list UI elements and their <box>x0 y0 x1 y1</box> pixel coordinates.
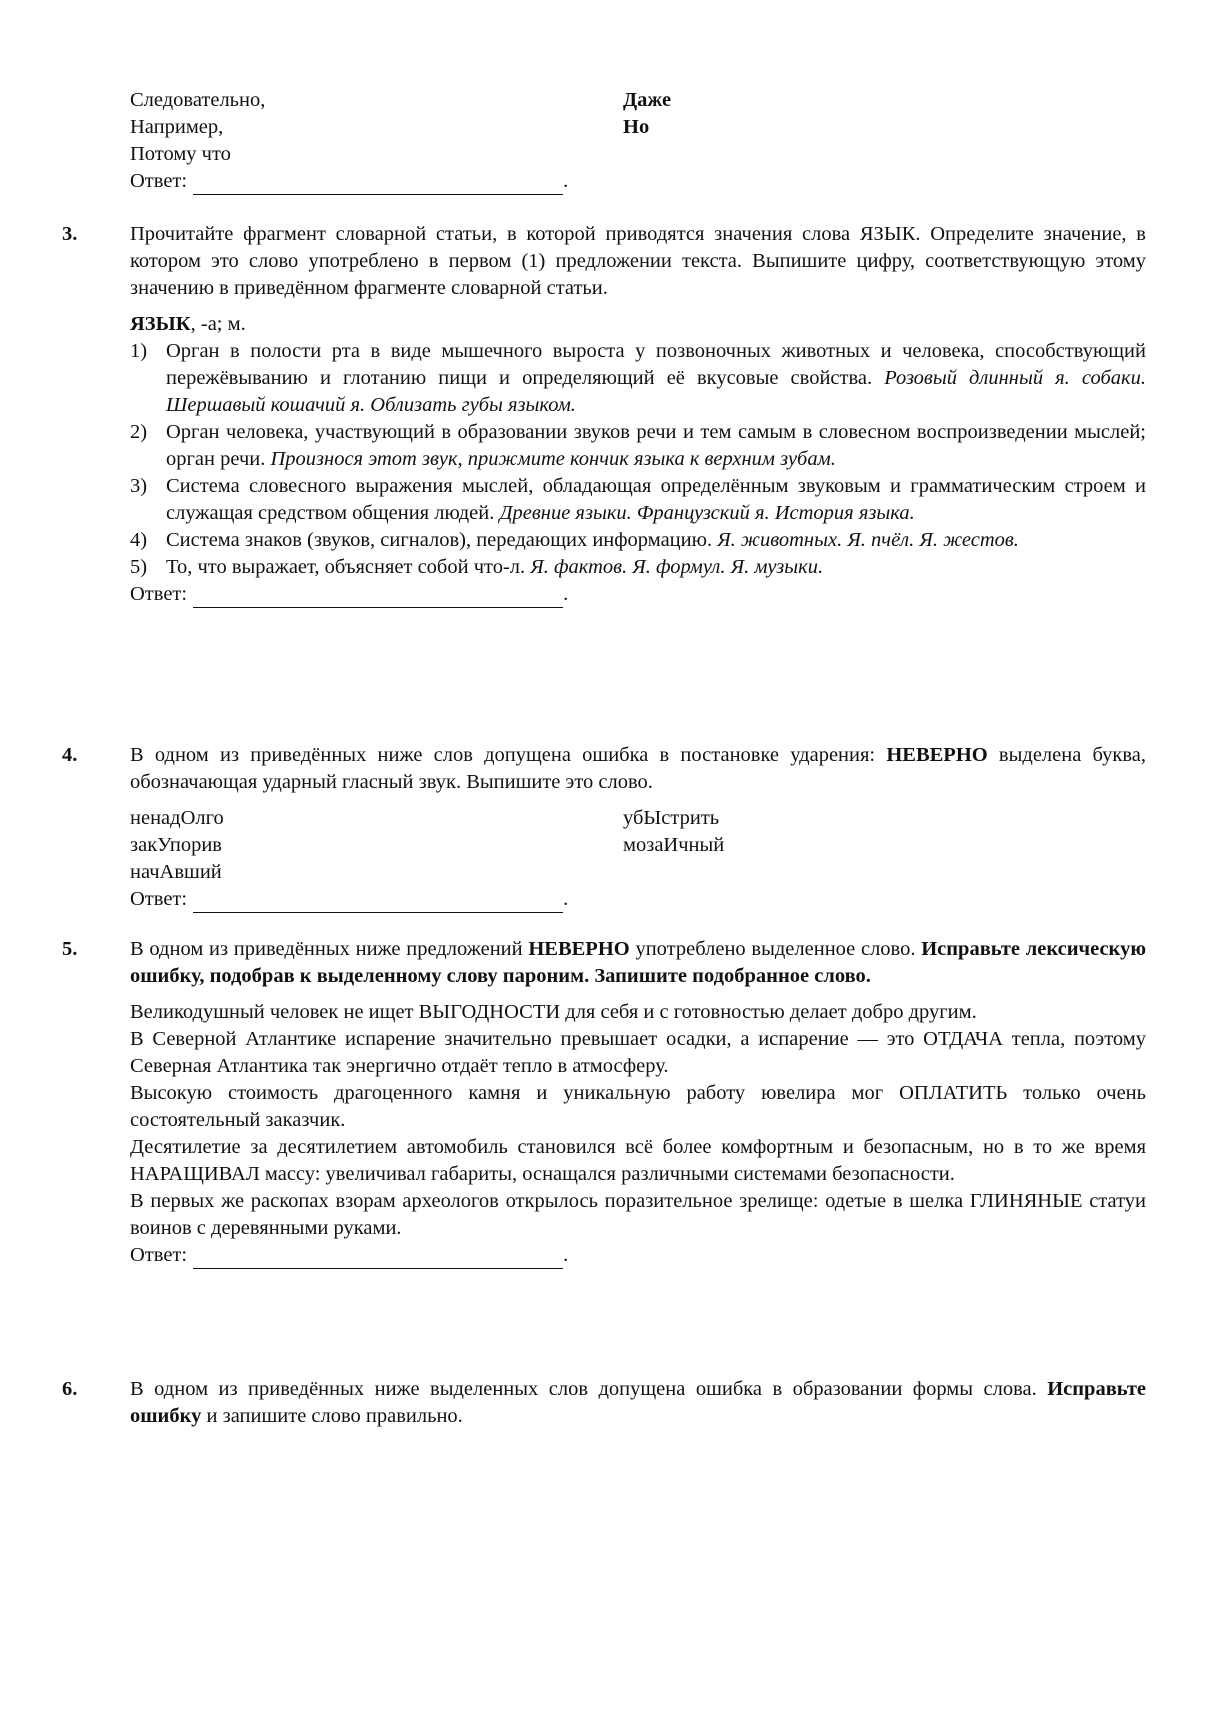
question-4 <box>62 742 1147 913</box>
option: Даже <box>623 89 672 111</box>
connectors-block <box>130 87 1146 195</box>
answer-line[interactable] <box>193 892 563 913</box>
answer-field[interactable]: Ответ: . <box>130 1242 1146 1269</box>
answer-label: Ответ: <box>130 583 188 605</box>
word-option: убЫстрить <box>623 807 720 829</box>
meanings-list <box>130 338 1146 581</box>
option: Потому что <box>130 143 231 165</box>
question-number: 3. <box>62 223 78 245</box>
question-text: В одном из приведённых ниже предложений НЕВЕРНО употреблено выделенное слово. Исправьте лексическую ошибку, подобрав к выделенному слову пароним. Запишите подобранное слово. <box>130 938 1146 987</box>
option: Следовательно, <box>130 89 266 111</box>
question-number: 4. <box>62 744 78 766</box>
sentence: В первых же раскопах взорам археологов открылось поразительное зрелище: одетые в шелка ГЛИНЯНЫЕ статуи воинов с деревянными руками. <box>130 1190 1146 1239</box>
question-number: 5. <box>62 938 78 960</box>
question-text: В одном из приведённых ниже слов допущена ошибка в постановке ударения: НЕВЕРНО выделена буква, обозначающая ударный гласный звук. Выпишите это слово. <box>130 744 1147 793</box>
question-number: 6. <box>62 1378 78 1400</box>
question-6 <box>62 1376 1146 1430</box>
question-3 <box>62 221 1146 608</box>
answer-label: Ответ: <box>130 170 188 192</box>
meaning-item: 2) Орган человека, участвующий в образовании звуков речи и тем самым в словесном воспроизведении мыслей; орган речи. Произнося этот звук, прижмите кончик языка к верхним зубам. <box>130 421 1146 470</box>
option: Например, <box>130 116 224 138</box>
word-option: закУпорив <box>130 834 222 856</box>
question-5 <box>62 936 1146 1269</box>
sentence: Великодушный человек не ищет ВЫГОДНОСТИ для себя и с готовностью делает добро другим. <box>130 1001 977 1023</box>
sentence: Десятилетие за десятилетием автомобиль становился всё более комфортным и безопасным, но в то же время НАРАЩИВАЛ массу: увеличивал габариты, оснащался различными системами безопасности. <box>130 1136 1146 1185</box>
answer-line[interactable] <box>193 587 563 608</box>
answer-line[interactable] <box>193 174 563 195</box>
answer-field[interactable]: Ответ: . <box>130 168 1146 195</box>
answer-label: Ответ: <box>130 888 188 910</box>
meaning-item: 4) Система знаков (звуков, сигналов), передающих информацию. Я. животных. Я. пчёл. Я. жестов. <box>130 529 1019 551</box>
word-option: мозаИчный <box>623 834 725 856</box>
answer-line[interactable] <box>193 1248 563 1269</box>
meaning-item: 5) То, что выражает, объясняет собой что-л. Я. фактов. Я. формул. Я. музыки. <box>130 556 824 578</box>
word-option: начАвший <box>130 861 222 883</box>
sentence: Высокую стоимость драгоценного камня и уникальную работу ювелира мог ОПЛАТИТЬ только очень состоятельный заказчик. <box>130 1082 1146 1131</box>
answer-label: Ответ: <box>130 1244 188 1266</box>
question-text: Прочитайте фрагмент словарной статьи, в которой приводятся значения слова ЯЗЫК. Определите значение, в котором это слово употреблено в первом (1) предложении текста. Выпишите цифру, соответствующую этому значению в приведённом фрагменте словарной статьи. <box>130 223 1146 299</box>
sentence: В Северной Атлантике испарение значительно превышает осадки, а испарение — это ОТДАЧА тепла, поэтому Северная Атлантика так энергично отдаёт тепло в атмосферу. <box>130 1028 1146 1077</box>
answer-field[interactable]: Ответ: . <box>130 581 1146 608</box>
question-text: В одном из приведённых ниже выделенных слов допущена ошибка в образовании формы слова. Исправьте ошибку и запишите слово правильно. <box>130 1378 1146 1427</box>
word-option: ненадОлго <box>130 807 224 829</box>
meaning-item: 3) Система словесного выражения мыслей, обладающая определённым звуковым и грамматическим строем и служащая средством общения людей. Древние языки. Французский я. История языка. <box>130 475 1146 524</box>
meaning-item: 1) Орган в полости рта в виде мышечного выроста у позвоночных животных и человека, способствующий пережёвыванию и глотанию пищи и определяющий её вкусовые свойства. Розовый длинный я. собаки. Шершавый кошачий я. Облизать губы языком. <box>130 340 1146 416</box>
dictionary-headword: ЯЗЫК, -а; м. <box>130 313 246 335</box>
option: Но <box>623 116 650 138</box>
answer-field[interactable]: Ответ: . <box>130 886 1146 913</box>
